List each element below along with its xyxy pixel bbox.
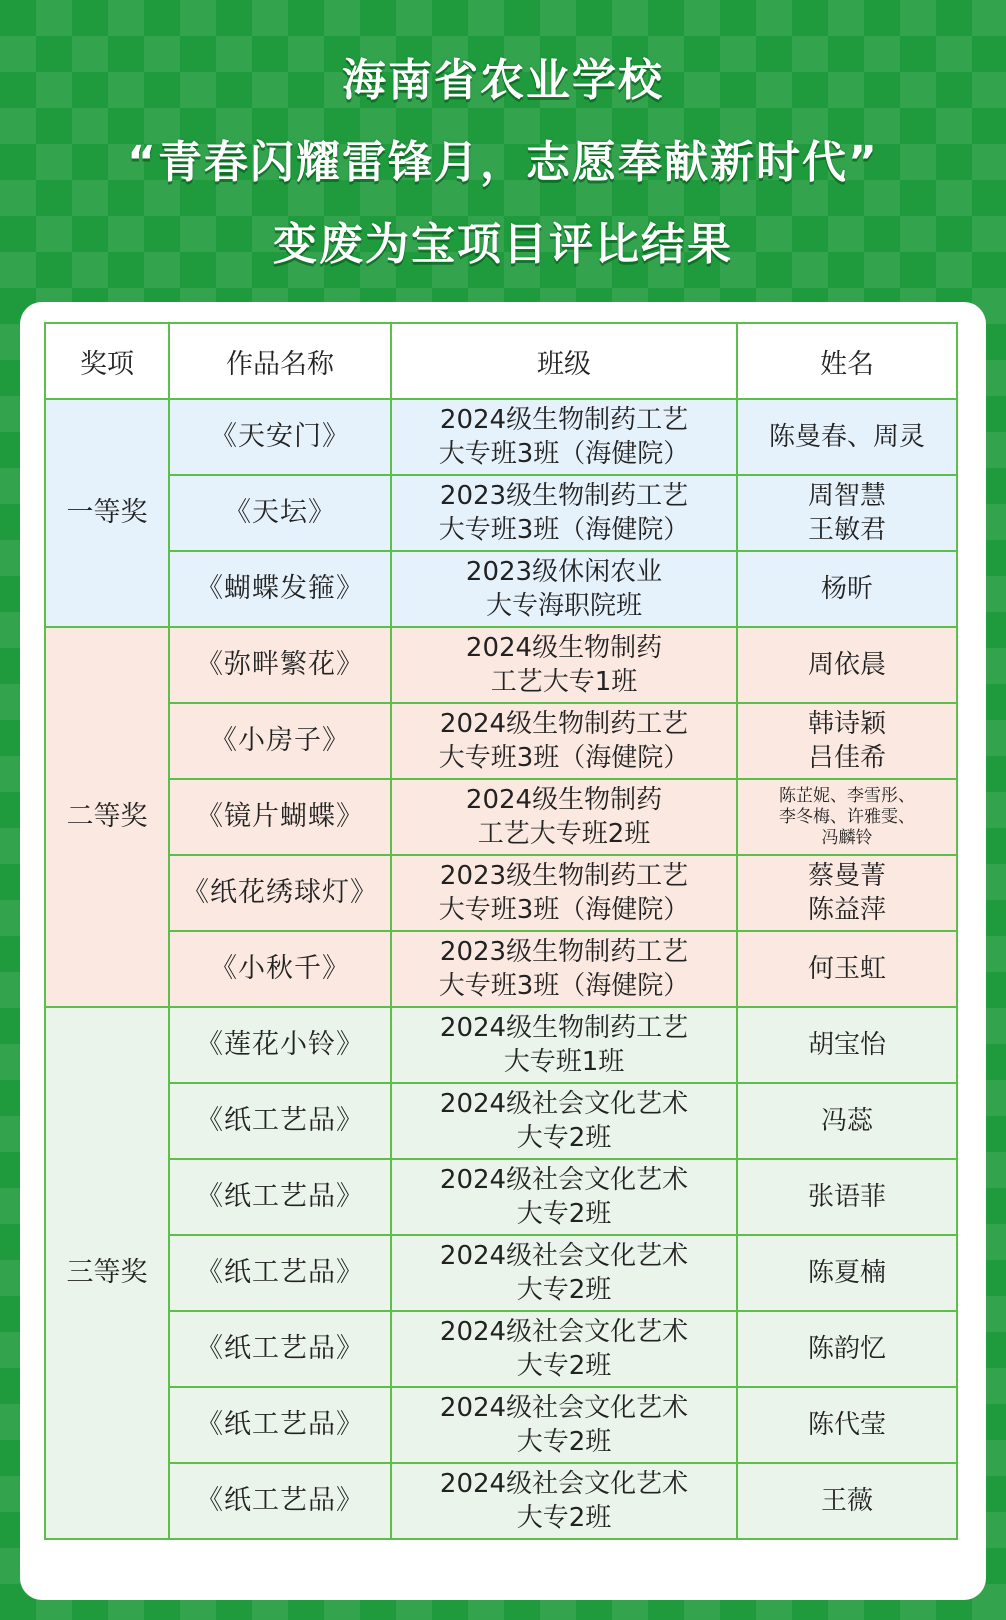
names-cell bbox=[737, 399, 957, 475]
table-row bbox=[45, 1463, 957, 1539]
names-cell bbox=[737, 1007, 957, 1083]
table-row bbox=[45, 627, 957, 703]
names-cell bbox=[737, 1235, 957, 1311]
header-names: 姓名 bbox=[737, 323, 957, 399]
header-award: 奖项 bbox=[45, 323, 169, 399]
header-work: 作品名称 bbox=[169, 323, 391, 399]
class-cell bbox=[391, 399, 737, 475]
class-line: 2023级休闲农业 bbox=[465, 557, 663, 587]
name-line: 冯麟铃 bbox=[821, 827, 873, 848]
work-name-cell: 《纸工艺品》 bbox=[169, 1235, 391, 1311]
title-line-1: 海南省农业学校 bbox=[342, 55, 664, 106]
work-name-cell: 《纸工艺品》 bbox=[169, 1311, 391, 1387]
table-body bbox=[45, 399, 957, 1539]
table-row bbox=[45, 779, 957, 855]
class-line: 2024级社会文化艺术 bbox=[439, 1469, 689, 1499]
name-line: 陈夏楠 bbox=[807, 1258, 886, 1288]
class-cell bbox=[391, 931, 737, 1007]
class-line: 大专班3班（海健院） bbox=[438, 515, 690, 545]
class-line: 工艺大专班2班 bbox=[477, 819, 651, 849]
class-line: 大专班3班（海健院） bbox=[438, 439, 690, 469]
work-name-cell: 《小房子》 bbox=[169, 703, 391, 779]
name-line: 张语菲 bbox=[807, 1182, 886, 1212]
work-name-cell: 《天安门》 bbox=[169, 399, 391, 475]
class-cell bbox=[391, 1387, 737, 1463]
class-cell bbox=[391, 703, 737, 779]
table-row bbox=[45, 855, 957, 931]
names-cell bbox=[737, 855, 957, 931]
names-cell bbox=[737, 551, 957, 627]
class-line: 2024级生物制药 bbox=[465, 785, 663, 815]
work-name-cell: 《纸工艺品》 bbox=[169, 1463, 391, 1539]
names-cell bbox=[737, 1311, 957, 1387]
name-line: 周依晨 bbox=[807, 650, 886, 680]
class-line: 大专班3班（海健院） bbox=[438, 971, 690, 1001]
class-line: 2024级社会文化艺术 bbox=[439, 1089, 689, 1119]
page-title bbox=[0, 40, 1006, 286]
name-line: 吕佳希 bbox=[807, 743, 886, 773]
work-name-cell: 《蝴蝶发箍》 bbox=[169, 551, 391, 627]
class-line: 2023级生物制药工艺 bbox=[439, 481, 689, 511]
work-name-cell: 《镜片蝴蝶》 bbox=[169, 779, 391, 855]
work-name-cell: 《弥畔繁花》 bbox=[169, 627, 391, 703]
table-header-row bbox=[45, 323, 957, 399]
class-cell bbox=[391, 1463, 737, 1539]
title-line-2: “青春闪耀雷锋月，志愿奉献新时代” bbox=[127, 137, 879, 188]
award-cell: 一等奖 bbox=[45, 399, 169, 627]
results-table bbox=[44, 322, 958, 1540]
names-cell bbox=[737, 475, 957, 551]
table-row bbox=[45, 475, 957, 551]
class-cell bbox=[391, 1235, 737, 1311]
name-line: 冯蕊 bbox=[820, 1106, 873, 1136]
names-cell bbox=[737, 1463, 957, 1539]
work-name-cell: 《纸工艺品》 bbox=[169, 1083, 391, 1159]
table-row bbox=[45, 931, 957, 1007]
name-line: 蔡曼菁 bbox=[807, 861, 886, 891]
table-row bbox=[45, 1007, 957, 1083]
class-line: 2024级生物制药工艺 bbox=[439, 1013, 689, 1043]
results-panel bbox=[20, 302, 986, 1600]
names-cell bbox=[737, 1083, 957, 1159]
class-line: 大专2班 bbox=[516, 1275, 612, 1305]
award-cell: 三等奖 bbox=[45, 1007, 169, 1539]
class-line: 工艺大专1班 bbox=[490, 667, 638, 697]
class-line: 大专2班 bbox=[516, 1199, 612, 1229]
name-line: 陈芷妮、李雪彤、 bbox=[779, 785, 915, 806]
table-row bbox=[45, 1311, 957, 1387]
names-cell bbox=[737, 931, 957, 1007]
names-cell bbox=[737, 779, 957, 855]
award-cell: 二等奖 bbox=[45, 627, 169, 1007]
name-line: 何玉虹 bbox=[807, 954, 886, 984]
names-cell bbox=[737, 627, 957, 703]
names-cell bbox=[737, 703, 957, 779]
work-name-cell: 《莲花小铃》 bbox=[169, 1007, 391, 1083]
class-line: 2024级生物制药工艺 bbox=[439, 709, 689, 739]
class-line: 大专班3班（海健院） bbox=[438, 895, 690, 925]
work-name-cell: 《纸工艺品》 bbox=[169, 1159, 391, 1235]
class-cell bbox=[391, 1007, 737, 1083]
class-line: 2024级社会文化艺术 bbox=[439, 1241, 689, 1271]
work-name-cell: 《小秋千》 bbox=[169, 931, 391, 1007]
class-line: 大专2班 bbox=[516, 1427, 612, 1457]
class-line: 2024级生物制药 bbox=[465, 633, 663, 663]
class-cell bbox=[391, 627, 737, 703]
names-cell bbox=[737, 1159, 957, 1235]
table-row bbox=[45, 399, 957, 475]
title-line-3: 变废为宝项目评比结果 bbox=[273, 219, 733, 270]
class-cell bbox=[391, 1159, 737, 1235]
name-line: 陈益萍 bbox=[807, 895, 886, 925]
class-line: 大专班1班 bbox=[503, 1047, 625, 1077]
class-line: 大专2班 bbox=[516, 1123, 612, 1153]
table-row bbox=[45, 1083, 957, 1159]
name-line: 王敏君 bbox=[807, 515, 886, 545]
name-line: 陈韵忆 bbox=[807, 1334, 886, 1364]
name-line: 杨昕 bbox=[820, 574, 873, 604]
table-row bbox=[45, 1235, 957, 1311]
work-name-cell: 《纸花绣球灯》 bbox=[169, 855, 391, 931]
class-cell bbox=[391, 855, 737, 931]
class-cell bbox=[391, 1311, 737, 1387]
class-line: 2024级社会文化艺术 bbox=[439, 1317, 689, 1347]
class-cell bbox=[391, 779, 737, 855]
name-line: 陈曼春、周灵 bbox=[768, 422, 925, 452]
class-line: 大专2班 bbox=[516, 1503, 612, 1533]
class-line: 2024级生物制药工艺 bbox=[439, 405, 689, 435]
name-line: 陈代莹 bbox=[807, 1410, 886, 1440]
table-row bbox=[45, 1159, 957, 1235]
name-line: 胡宝怡 bbox=[807, 1030, 886, 1060]
class-cell bbox=[391, 475, 737, 551]
work-name-cell: 《纸工艺品》 bbox=[169, 1387, 391, 1463]
name-line: 韩诗颖 bbox=[807, 709, 886, 739]
class-line: 2023级生物制药工艺 bbox=[439, 861, 689, 891]
table-row bbox=[45, 703, 957, 779]
work-name-cell: 《天坛》 bbox=[169, 475, 391, 551]
class-line: 大专海职院班 bbox=[485, 591, 642, 621]
class-cell bbox=[391, 1083, 737, 1159]
name-line: 周智慧 bbox=[807, 481, 886, 511]
class-line: 2024级社会文化艺术 bbox=[439, 1165, 689, 1195]
class-line: 大专班3班（海健院） bbox=[438, 743, 690, 773]
class-line: 2024级社会文化艺术 bbox=[439, 1393, 689, 1423]
table-row bbox=[45, 1387, 957, 1463]
names-cell bbox=[737, 1387, 957, 1463]
name-line: 李冬梅、许雅雯、 bbox=[779, 806, 915, 827]
name-line: 王薇 bbox=[820, 1486, 873, 1516]
class-line: 大专2班 bbox=[516, 1351, 612, 1381]
header-class: 班级 bbox=[391, 323, 737, 399]
class-cell bbox=[391, 551, 737, 627]
class-line: 2023级生物制药工艺 bbox=[439, 937, 689, 967]
table-row bbox=[45, 551, 957, 627]
